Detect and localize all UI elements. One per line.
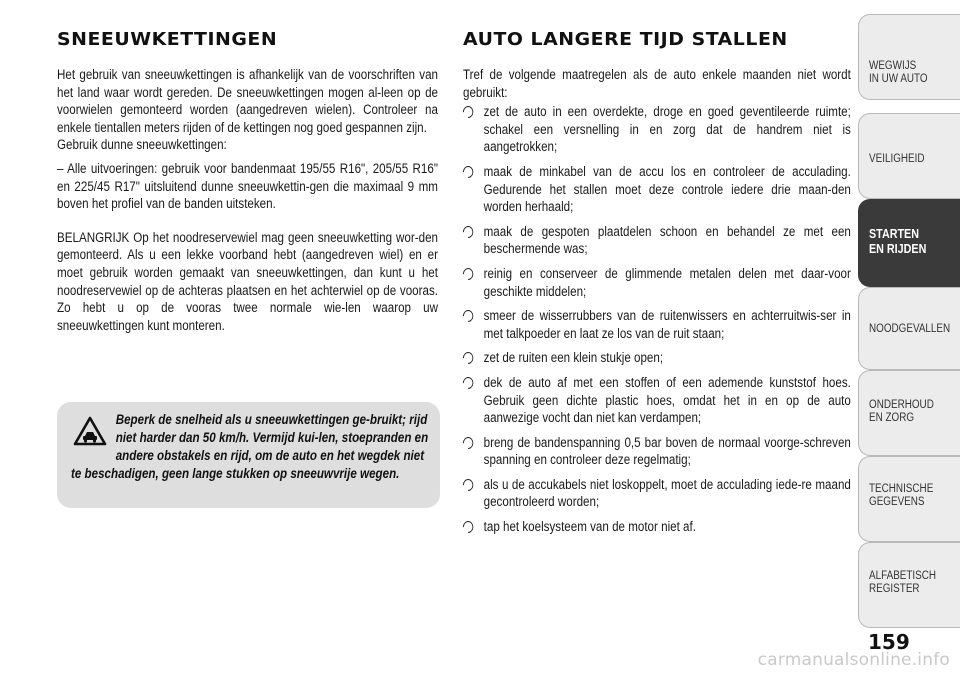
paragraph: – Alle uitvoeringen: gebruik voor bandenmaat 195/55 R16", 205/55 R16" en 225/45 R17" uitsluitend dunne sneeuwkettin-gen die maximaal 9 mm boven het profiel van de banden uitsteken. — [57, 160, 438, 212]
section-heading-snow-chains: SNEEUWKETTINGEN — [57, 29, 278, 50]
right-column — [463, 66, 851, 543]
tab-veiligheid[interactable] — [858, 113, 960, 199]
paragraph: Gebruik dunne sneeuwkettingen: — [57, 137, 227, 153]
list-item: zet de ruiten een klein stukje open; — [463, 349, 851, 367]
bullet-icon — [461, 476, 476, 493]
bullet-icon — [461, 519, 476, 536]
paragraph-important: BELANGRIJK Op het noodreservewiel mag geen sneeuwketting wor-den gemonteerd. Als u een lekke voorband hebt (aangedreven wiel) en er moet gebruik worden gemaakt van sneeuwkettingen, dan kunt u het noodreservewiel op de achteras plaatsen en het achterwiel op de vooras. Zo hebt u op de vooras twee normale wie-len waarop uw sneeuwkettingen kunt monteren. — [57, 229, 438, 333]
bullet-icon — [461, 308, 476, 325]
bullet-icon — [461, 350, 476, 367]
tab-wegwijs[interactable] — [858, 14, 960, 100]
bullet-icon — [461, 434, 476, 451]
bullet-icon — [461, 163, 476, 180]
bullet-icon — [461, 265, 476, 282]
list-item: maak de minkabel van de accu los en controleer de acculading. Gedurende het stallen moet deze controle iedere drie maan-den worden herhaald; — [463, 163, 851, 216]
section-heading-storage: AUTO LANGERE TIJD STALLEN — [463, 29, 788, 50]
tab-label: ONDERHOUD EN ZORG — [869, 399, 934, 424]
icon-spacer — [71, 411, 116, 465]
tab-technische-gegevens[interactable] — [858, 456, 960, 542]
list-item: zet de auto in een overdekte, droge en goed geventileerde ruimte; schakel een versnelling in en zorg dat de handrem niet is aangetrokken; — [463, 103, 851, 156]
list-item: tap het koelsysteem van de motor niet af. — [463, 518, 851, 536]
page-number: 159 — [868, 630, 910, 654]
paragraph: Het gebruik van sneeuwkettingen is afhankelijk van de voorschriften van het land waar wordt gereden. De sneeuwkettingen mogen al-leen op de voorwielen gemonteerd worden (aangedreven wielen). Controleer na enkele tientallen meters rijden of de kettingen nog goed gespannen zijn. — [57, 67, 438, 135]
list-item: dek de auto af met een stoffen of een ademende kunststof hoes. Gebruik geen dichte plastic hoes, omdat het in en op de auto aanwezige vocht dan niet kan verdampen; — [463, 374, 851, 427]
tab-label: TECHNISCHE GEGEVENS — [869, 483, 934, 508]
tab-label: WEGWIJS IN UW AUTO — [869, 60, 928, 85]
list-item: reinig en conserveer de glimmende metalen delen met daar-voor geschikte middelen; — [463, 265, 851, 300]
warning-text: Beperk de snelheid als u sneeuwkettingen ge-bruikt; rijd niet harder dan 50 km/h. Vermijd kui-len, stoepranden en andere obstakels en rijd, om de auto en het wegdek niet te beschadigen, geen lange stukken op sneeuwvrije wegen. — [71, 412, 429, 481]
tab-label: ALFABETISCH REGISTER — [869, 570, 937, 595]
tab-label: STARTEN EN RIJDEN — [869, 227, 927, 256]
tab-alfabetisch-register[interactable] — [858, 542, 960, 628]
tab-onderhoud-en-zorg[interactable] — [858, 370, 960, 456]
left-column — [57, 66, 438, 342]
list-item: als u de accukabels niet loskoppelt, moet de acculading iede-re maand gecontroleerd worden; — [463, 476, 851, 511]
warning-box — [57, 402, 440, 508]
tab-starten-en-rijden[interactable] — [858, 199, 960, 287]
tab-noodgevallen[interactable] — [858, 287, 960, 370]
bullet-icon — [461, 374, 476, 391]
tab-label: VEILIGHEID — [869, 153, 925, 165]
warning-text-container — [71, 411, 432, 483]
watermark: carmanualsonline.info — [757, 650, 950, 670]
bullet-icon — [461, 104, 476, 121]
list-item: maak de gespoten plaatdelen schoon en behandel ze met een beschermende was; — [463, 223, 851, 258]
list-item: smeer de wisserrubbers van de ruitenwissers en achterruitwis-ser in met talkpoeder en laat ze los van de ruit staan; — [463, 307, 851, 342]
intro-paragraph: Tref de volgende maatregelen als de auto enkele maanden niet wordt gebruikt: — [463, 67, 851, 100]
bullet-icon — [461, 223, 476, 240]
storage-list — [463, 103, 851, 535]
list-item: breng de bandenspanning 0,5 bar boven de normaal voorge-schreven spanning en controleer deze regelmatig; — [463, 434, 851, 469]
tab-label: NOODGEVALLEN — [869, 323, 951, 335]
